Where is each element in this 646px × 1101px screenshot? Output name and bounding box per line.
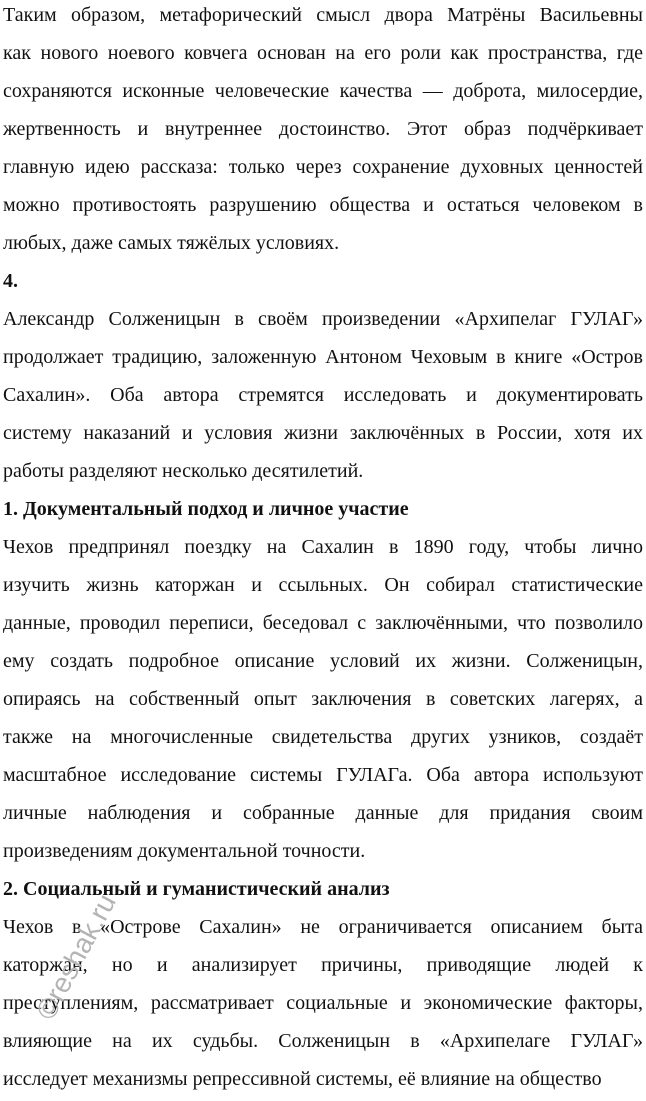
- text-line: ему создать подробное описание условий их жизни. Солженицын,: [3, 650, 643, 672]
- text-line: масштабное исследование системы ГУЛАГа. Оба автора используют: [3, 764, 643, 786]
- text-line: как нового ноевого ковчега основан на его роли как пространства, где: [3, 42, 643, 64]
- text-line: любых, даже самых тяжёлых условиях.: [3, 232, 340, 254]
- text-line: произведениям документальной точности.: [3, 840, 366, 862]
- text-line: Александр Солженицын в своём произведении «Архипелаг ГУЛАГ»: [3, 308, 643, 330]
- text-line: работы разделяют несколько десятилетий.: [3, 460, 364, 482]
- text-line: каторжан, но и анализирует причины, приводящие людей к: [3, 954, 643, 976]
- text-line: Чехов предпринял поездку на Сахалин в 1890 году, чтобы лично: [3, 536, 643, 558]
- section-heading: [3, 262, 643, 300]
- text-line: 4.: [3, 270, 18, 292]
- paragraph: [3, 300, 643, 490]
- text-line: Чехов в «Острове Сахалин» не ограничивается описанием быта: [3, 916, 643, 938]
- text-line: 1. Документальный подход и личное участие: [3, 498, 409, 520]
- text-line: преступлениям, рассматривает социальные и экономические факторы,: [3, 992, 643, 1014]
- paragraph: [3, 0, 643, 262]
- paragraph: [3, 528, 643, 870]
- text-line: систему наказаний и условия жизни заключённых в России, хотя их: [3, 422, 643, 444]
- text-line: главную идею рассказа: только через сохранение духовных ценностей: [3, 156, 643, 178]
- text-line: изучить жизнь каторжан и ссыльных. Он собирал статистические: [3, 574, 643, 596]
- text-line: данные, проводил переписи, беседовал с заключёнными, что позволило: [3, 612, 643, 634]
- text-line: влияющие на их судьбы. Солженицын в «Архипелаге ГУЛАГ»: [3, 1030, 643, 1052]
- watermark: ©reshak.ru: [30, 888, 122, 1025]
- text-line: личные наблюдения и собранные данные для придания своим: [3, 802, 643, 824]
- text-line: 2. Социальный и гуманистический анализ: [3, 878, 390, 900]
- text-line: жертвенность и внутреннее достоинство. Этот образ подчёркивает: [3, 118, 643, 140]
- text-line: опираясь на собственный опыт заключения в советских лагерях, а: [3, 688, 643, 710]
- text-line: Сахалин». Оба автора стремятся исследовать и документировать: [3, 384, 643, 406]
- text-line: Таким образом, метафорический смысл двора Матрёны Васильевны: [3, 4, 643, 26]
- text-line: сохраняются исконные человеческие качества — доброта, милосердие,: [3, 80, 643, 102]
- section-heading: [3, 490, 643, 528]
- text-line: также на многочисленные свидетельства других узников, создаёт: [3, 726, 643, 748]
- text-line: продолжает традицию, заложенную Антоном Чеховым в книге «Остров: [3, 346, 643, 368]
- text-line: можно противостоять разрушению общества и остаться человеком в: [3, 194, 643, 216]
- text-line: исследует механизмы репрессивной системы, её влияние на общество: [3, 1068, 602, 1090]
